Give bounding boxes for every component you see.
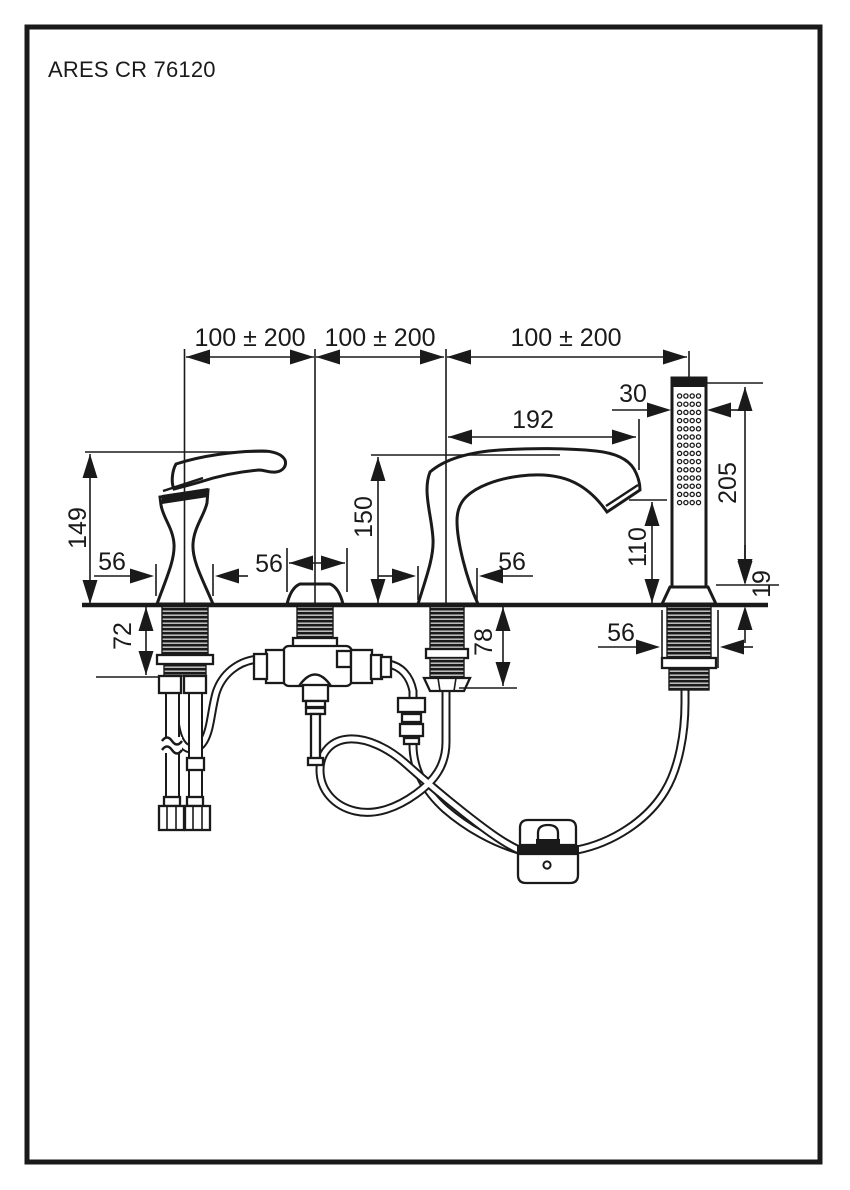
dim-spacing-right [447, 324, 687, 365]
dim-handle-height [64, 454, 98, 604]
dim-label-spout-reach: 192 [512, 406, 554, 434]
dim-spout-height [350, 457, 386, 603]
handle-fixture [157, 451, 286, 604]
dim-label-spout-outlet-height: 110 [624, 527, 652, 567]
dim-label-spout-height: 150 [350, 496, 378, 538]
dim-handshower-length [714, 387, 753, 583]
handshower-fixture [662, 377, 716, 604]
dim-label-spout-base-width: 56 [498, 548, 526, 576]
dim-spout-reach [448, 406, 636, 445]
dim-label-handle-shank-depth: 72 [109, 622, 137, 650]
dim-label-spacing-middle: 100 ± 200 [324, 324, 436, 352]
dim-label-handshower-base-height: 19 [748, 570, 776, 598]
handshower-shank [662, 606, 716, 690]
dim-label-handle-base-width: 56 [98, 548, 126, 576]
dim-spout-shank-depth [470, 607, 511, 686]
dim-label-spacing-right: 100 ± 200 [510, 324, 622, 352]
dim-label-diverter-width: 56 [255, 550, 283, 578]
dim-spout-outlet-height [624, 502, 660, 603]
dim-spacing-left [186, 324, 314, 365]
hose-weight [517, 820, 579, 883]
dim-handle-shank-depth [109, 607, 154, 675]
drawing-title: ARES CR 76120 [48, 57, 216, 82]
spout-fixture [418, 449, 640, 604]
dim-label-handshower-length: 205 [714, 462, 742, 504]
dim-label-handle-height: 149 [64, 507, 92, 549]
dim-label-spout-shank-depth: 78 [470, 628, 498, 656]
spout-shank [424, 606, 470, 691]
dim-diverter-width [255, 550, 345, 578]
dim-spacing-middle [316, 324, 444, 365]
dim-label-spacing-left: 100 ± 200 [194, 324, 306, 352]
dim-label-handshower-width: 30 [619, 380, 647, 408]
handle-shank-and-supplies [157, 606, 213, 830]
dim-label-handshower-hole-width: 56 [607, 619, 635, 647]
